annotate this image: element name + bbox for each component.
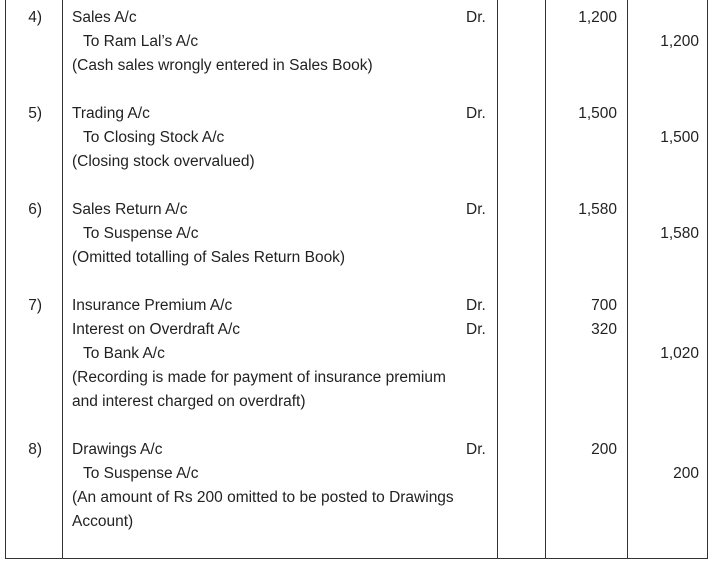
dr-marker: Dr.: [466, 297, 486, 314]
entry-number: 6): [28, 201, 42, 218]
credit-amount: 1,580: [660, 225, 699, 242]
narration: Account): [72, 513, 134, 530]
debit-amount: 200: [591, 441, 617, 458]
column-divider: [62, 0, 63, 558]
narration: (Closing stock overvalued): [72, 153, 255, 170]
debit-account: Sales A/c: [72, 9, 137, 26]
debit-account: Trading A/c: [72, 105, 150, 122]
debit-amount: 1,200: [578, 9, 617, 26]
credit-account: To Suspense A/c: [83, 225, 199, 242]
column-divider: [497, 0, 498, 558]
narration: (An amount of Rs 200 omitted to be posted to Drawings: [72, 489, 454, 506]
dr-marker: Dr.: [466, 9, 486, 26]
dr-marker: Dr.: [466, 201, 486, 218]
entry-number: 4): [28, 9, 42, 26]
entry-number: 8): [28, 441, 42, 458]
dr-marker: Dr.: [466, 441, 486, 458]
debit-amount: 1,500: [578, 105, 617, 122]
credit-account: To Bank A/c: [83, 345, 165, 362]
debit-account: Interest on Overdraft A/c: [72, 321, 240, 338]
debit-account: Drawings A/c: [72, 441, 163, 458]
debit-account: Insurance Premium A/c: [72, 297, 233, 314]
entry-number: 7): [28, 297, 42, 314]
narration: (Omitted totalling of Sales Return Book): [72, 249, 346, 266]
dr-marker: Dr.: [466, 105, 486, 122]
debit-amount: 700: [591, 297, 617, 314]
credit-account: To Closing Stock A/c: [83, 129, 225, 146]
credit-amount: 200: [673, 465, 699, 482]
narration: (Cash sales wrongly entered in Sales Book): [72, 57, 373, 74]
narration: and interest charged on overdraft): [72, 393, 306, 410]
column-divider: [545, 0, 546, 558]
credit-account: To Ram Lal’s A/c: [83, 33, 199, 50]
credit-account: To Suspense A/c: [83, 465, 199, 482]
credit-amount: 1,500: [660, 129, 699, 146]
debit-amount: 320: [591, 321, 617, 338]
debit-amount: 1,580: [578, 201, 617, 218]
credit-amount: 1,200: [660, 33, 699, 50]
credit-amount: 1,020: [660, 345, 699, 362]
entry-number: 5): [28, 105, 42, 122]
narration: (Recording is made for payment of insurance premium: [72, 369, 446, 386]
dr-marker: Dr.: [466, 321, 486, 338]
debit-account: Sales Return A/c: [72, 201, 188, 218]
